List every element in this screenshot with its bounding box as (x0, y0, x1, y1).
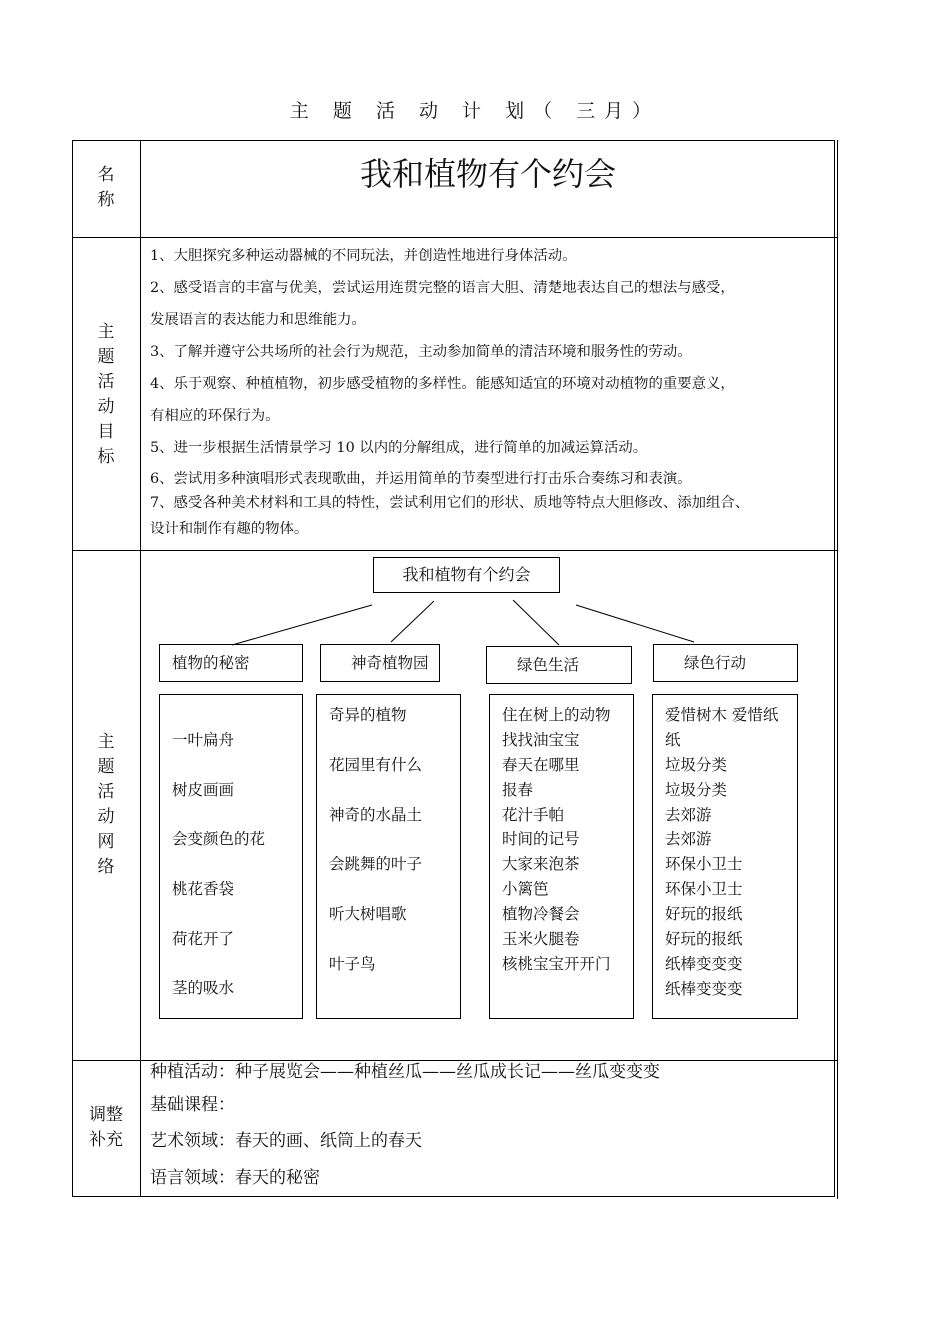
supplement-art: 艺术领域：春天的画、纸筒上的春天 (150, 1131, 422, 1151)
category-green-life: 绿色生活 (486, 646, 632, 684)
network-root: 我和植物有个约会 (373, 557, 560, 593)
list-item: 听大树唱歌 (329, 905, 407, 923)
list-item: 桃花香袋 (172, 880, 235, 898)
goal-line: 2、感受语言的丰富与优美，尝试运用连贯完整的语言大胆、清楚地表达自己的想法与感受， (150, 280, 735, 296)
list-item: 纸棒变变变 (665, 955, 743, 973)
list-item: 好玩的报纸 (665, 930, 743, 948)
list-item: 小篱笆 (502, 880, 549, 898)
list-item: 去郊游 (665, 806, 712, 824)
list-item: 好玩的报纸 (665, 905, 743, 923)
list-item: 爱惜树木 爱惜纸 (665, 706, 779, 724)
list-green-life (489, 694, 634, 1019)
label-char: 活 (97, 782, 115, 802)
category-green-action: 绿色行动 (653, 644, 798, 682)
list-item: 核桃宝宝开开门 (502, 955, 611, 973)
row-divider (72, 550, 837, 551)
list-item: 花园里有什么 (329, 756, 423, 774)
list-item: 植物冷餐会 (502, 905, 580, 923)
list-item: 荷花开了 (172, 930, 235, 948)
supplement-language: 语言领域：春天的秘密 (150, 1168, 320, 1188)
label-char: 名 (97, 165, 115, 185)
label-column-divider (140, 140, 141, 1197)
goal-line: 7、感受各种美术材料和工具的特性，尝试利用它们的形状、质地等特点大胆修改、添加组合、 (150, 495, 750, 511)
goal-line: 3、了解并遵守公共场所的社会行为规范，主动参加简单的清洁环境和服务性的劳动。 (150, 344, 692, 360)
list-magic-garden (316, 694, 461, 1019)
label-goals (72, 320, 140, 470)
list-item: 玉米火腿卷 (502, 930, 580, 948)
list-item: 叶子鸟 (329, 955, 376, 973)
list-item: 纸 (665, 731, 681, 749)
label-char: 主 (97, 732, 115, 752)
goals-list (150, 240, 830, 542)
label-char: 主 (97, 322, 115, 342)
category-magic-garden: 神奇植物园 (320, 644, 440, 682)
list-item: 春天在哪里 (502, 756, 580, 774)
page-title: 主 题 活 动 计 划（ 三月） (289, 100, 661, 122)
label-line: 调整 (89, 1105, 123, 1125)
list-item: 茎的吸水 (172, 979, 235, 997)
label-line: 补充 (89, 1130, 123, 1150)
list-item: 会跳舞的叶子 (329, 855, 423, 873)
label-char: 动 (97, 807, 115, 827)
supplement-planting: 种植活动：种子展览会——种植丝瓜——丝瓜成长记——丝瓜变变变 (150, 1062, 660, 1082)
list-item: 垃圾分类 (665, 756, 728, 774)
label-name (72, 163, 140, 213)
label-network (72, 730, 140, 880)
table-right-edge (837, 140, 838, 1199)
list-item: 环保小卫士 (665, 855, 743, 873)
list-plant-secrets (159, 694, 303, 1019)
label-char: 标 (97, 447, 115, 467)
theme-name: 我和植物有个约会 (359, 155, 616, 193)
label-adjust (72, 1103, 140, 1153)
goal-line: 4、乐于观察、种植植物，初步感受植物的多样性。能感知适宜的环境对动植物的重要意义， (150, 376, 735, 392)
row-divider (72, 237, 837, 238)
list-item: 垃圾分类 (665, 781, 728, 799)
list-item: 去郊游 (665, 830, 712, 848)
goal-line: 5、进一步根据生活情景学习 10 以内的分解组成，进行简单的加减运算活动。 (150, 440, 648, 456)
list-item: 大家来泡茶 (502, 855, 580, 873)
list-item: 树皮画画 (172, 781, 235, 799)
label-char: 目 (97, 422, 115, 442)
goal-line: 有相应的环保行为。 (150, 408, 280, 424)
list-item: 报春 (502, 781, 534, 799)
list-item: 花汁手帕 (502, 806, 565, 824)
label-char: 动 (97, 397, 115, 417)
label-char: 题 (97, 347, 115, 367)
list-item: 找找油宝宝 (502, 731, 580, 749)
goal-line: 6、尝试用多种演唱形式表现歌曲，并运用简单的节奏型进行打击乐合奏练习和表演。 (150, 471, 692, 487)
list-item: 时间的记号 (502, 830, 580, 848)
goal-line: 1、大胆探究多种运动器械的不同玩法，并创造性地进行身体活动。 (150, 248, 577, 264)
list-item: 一叶扁舟 (172, 731, 235, 749)
label-char: 题 (97, 757, 115, 777)
label-char: 称 (97, 190, 115, 210)
list-item: 会变颜色的花 (172, 830, 266, 848)
list-item: 纸棒变变变 (665, 980, 743, 998)
supplement-basic-course: 基础课程： (150, 1095, 235, 1115)
list-green-action (652, 694, 798, 1019)
list-item: 住在树上的动物 (502, 706, 611, 724)
label-char: 络 (97, 857, 115, 877)
category-plant-secrets: 植物的秘密 (159, 644, 303, 682)
list-item: 神奇的水晶土 (329, 806, 423, 824)
label-char: 活 (97, 372, 115, 392)
list-item: 环保小卫士 (665, 880, 743, 898)
label-char: 网 (97, 832, 115, 852)
goal-line: 发展语言的表达能力和思维能力。 (150, 312, 366, 328)
goal-line: 设计和制作有趣的物体。 (150, 521, 309, 537)
list-item: 奇异的植物 (329, 706, 407, 724)
